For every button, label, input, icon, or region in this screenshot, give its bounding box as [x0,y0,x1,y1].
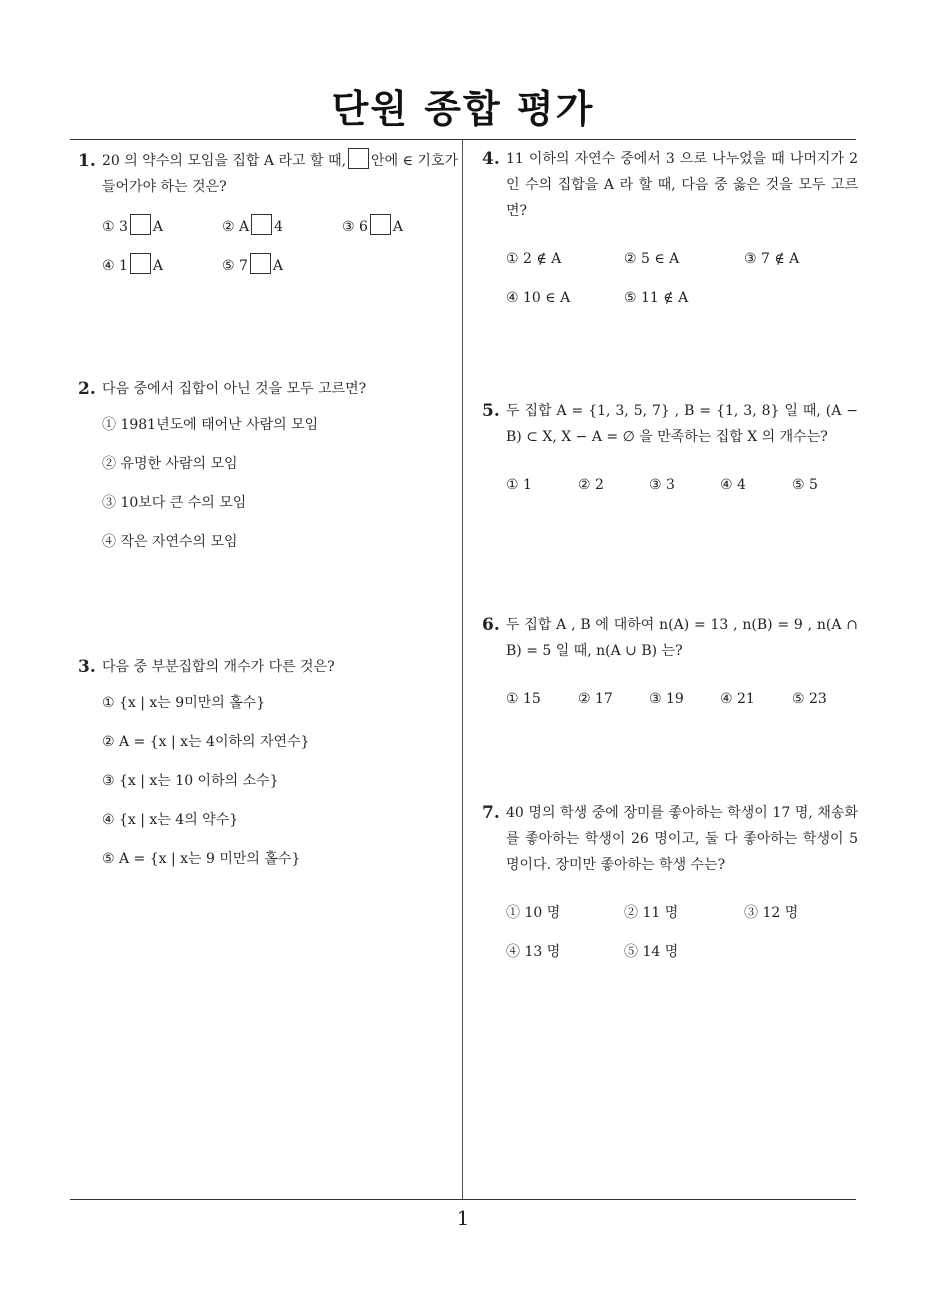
question-text: 두 집합 A , B 에 대하여 n(A) = 13 , n(B) = 9 , n(A ∩ B) = 5 일 때, n(A ∪ B) 는? [506,617,858,659]
option-3[interactable]: ③ 10보다 큰 수의 모임 [102,495,247,511]
option-5[interactable]: ⑤ A = {x | x는 9 미만의 홀수} [102,851,301,867]
options [102,214,458,304]
question-text: 다음 중 부분집합의 개수가 다른 것은? [102,659,335,675]
question-3 [78,654,458,885]
options [506,246,858,326]
option-2[interactable]: ② 11 명 [624,905,679,921]
question-6 [482,612,858,726]
option-3[interactable]: ③ 3 [649,477,675,493]
option-4[interactable]: ④ 10 ∈ A [506,290,571,306]
option-4[interactable]: ④ 작은 자연수의 모임 [102,534,238,550]
question-4 [482,146,858,326]
options [506,472,858,512]
options [102,412,458,568]
answer-box [370,214,391,235]
question-text: 두 집합 A = {1, 3, 5, 7} , B = {1, 3, 8} 일 때, (A − B) ⊂ X, X − A = ∅ 을 만족하는 집합 X 의 개수는? [506,403,858,445]
option-3[interactable]: ③ 6 A [342,214,403,240]
option-3[interactable]: ③ 12 명 [744,905,799,921]
question-number: 3. [78,657,96,677]
column-divider [462,139,463,1200]
option-5[interactable]: ⑤ 23 [792,691,827,707]
option-3[interactable]: ③ 7 ∉ A [744,251,800,267]
option-5[interactable]: ⑤ 14 명 [624,944,679,960]
option-2[interactable]: ② A = {x | x는 4이하의 자연수} [102,734,310,750]
options [506,900,858,980]
question-text: 20 의 약수의 모임을 집합 A 라고 할 때, 안에 ∈ 기호가 들어가야 하는 것은? [102,148,458,200]
question-2 [78,376,458,568]
question-text: 다음 중에서 집합이 아닌 것을 모두 고르면? [102,381,367,397]
option-4[interactable]: ④ 21 [720,691,755,707]
answer-box [130,253,151,274]
option-4[interactable]: ④ 13 명 [506,944,561,960]
page-number: 1 [456,1206,470,1230]
question-number: 5. [482,401,500,421]
answer-box [130,214,151,235]
option-2[interactable]: ② A 4 [222,214,283,240]
question-5 [482,398,858,512]
question-number: 6. [482,615,500,635]
option-4[interactable]: ④ {x | x는 4의 약수} [102,812,239,828]
question-number: 2. [78,379,96,399]
option-1[interactable]: ① 1981년도에 태어난 사람의 모임 [102,417,319,433]
options [102,690,458,885]
question-text: 40 명의 학생 중에 장미를 좋아하는 학생이 17 명, 채송화를 좋아하는 학생이 26 명이고, 둘 다 좋아하는 학생이 5 명이다. 장미만 좋아하는 학생 수는? [506,805,858,873]
option-3[interactable]: ③ 19 [649,691,684,707]
page-title: 단원 종합 평가 [331,87,595,131]
option-5[interactable]: ⑤ 5 [792,477,818,493]
options [506,686,858,726]
option-2[interactable]: ② 2 [578,477,604,493]
question-number: 7. [482,803,500,823]
option-2[interactable]: ② 17 [578,691,613,707]
bottom-divider [70,1199,856,1200]
option-1[interactable]: ① 2 ∉ A [506,251,562,267]
question-7 [482,800,858,980]
answer-box [250,253,271,274]
answer-box [348,148,369,169]
option-1[interactable]: ① 10 명 [506,905,561,921]
question-1 [78,148,458,304]
option-1[interactable]: ① {x | x는 9미만의 홀수} [102,695,266,711]
option-3[interactable]: ③ {x | x는 10 이하의 소수} [102,773,279,789]
question-text: 11 이하의 자연수 중에서 3 으로 나누었을 때 나머지가 2 인 수의 집합을 A 라 할 때, 다음 중 옳은 것을 모두 고르면? [506,151,858,219]
option-4[interactable]: ④ 4 [720,477,746,493]
option-5[interactable]: ⑤ 11 ∉ A [624,290,689,306]
top-divider [70,139,856,140]
option-1[interactable]: ① 1 [506,477,532,493]
answer-box [251,214,272,235]
option-1[interactable]: ① 3 A [102,214,163,240]
option-2[interactable]: ② 5 ∈ A [624,251,680,267]
option-1[interactable]: ① 15 [506,691,541,707]
option-2[interactable]: ② 유명한 사람의 모임 [102,456,238,472]
question-number: 4. [482,149,500,169]
question-number: 1. [78,151,96,171]
option-5[interactable]: ⑤ 7 A [222,253,283,279]
option-4[interactable]: ④ 1 A [102,253,163,279]
